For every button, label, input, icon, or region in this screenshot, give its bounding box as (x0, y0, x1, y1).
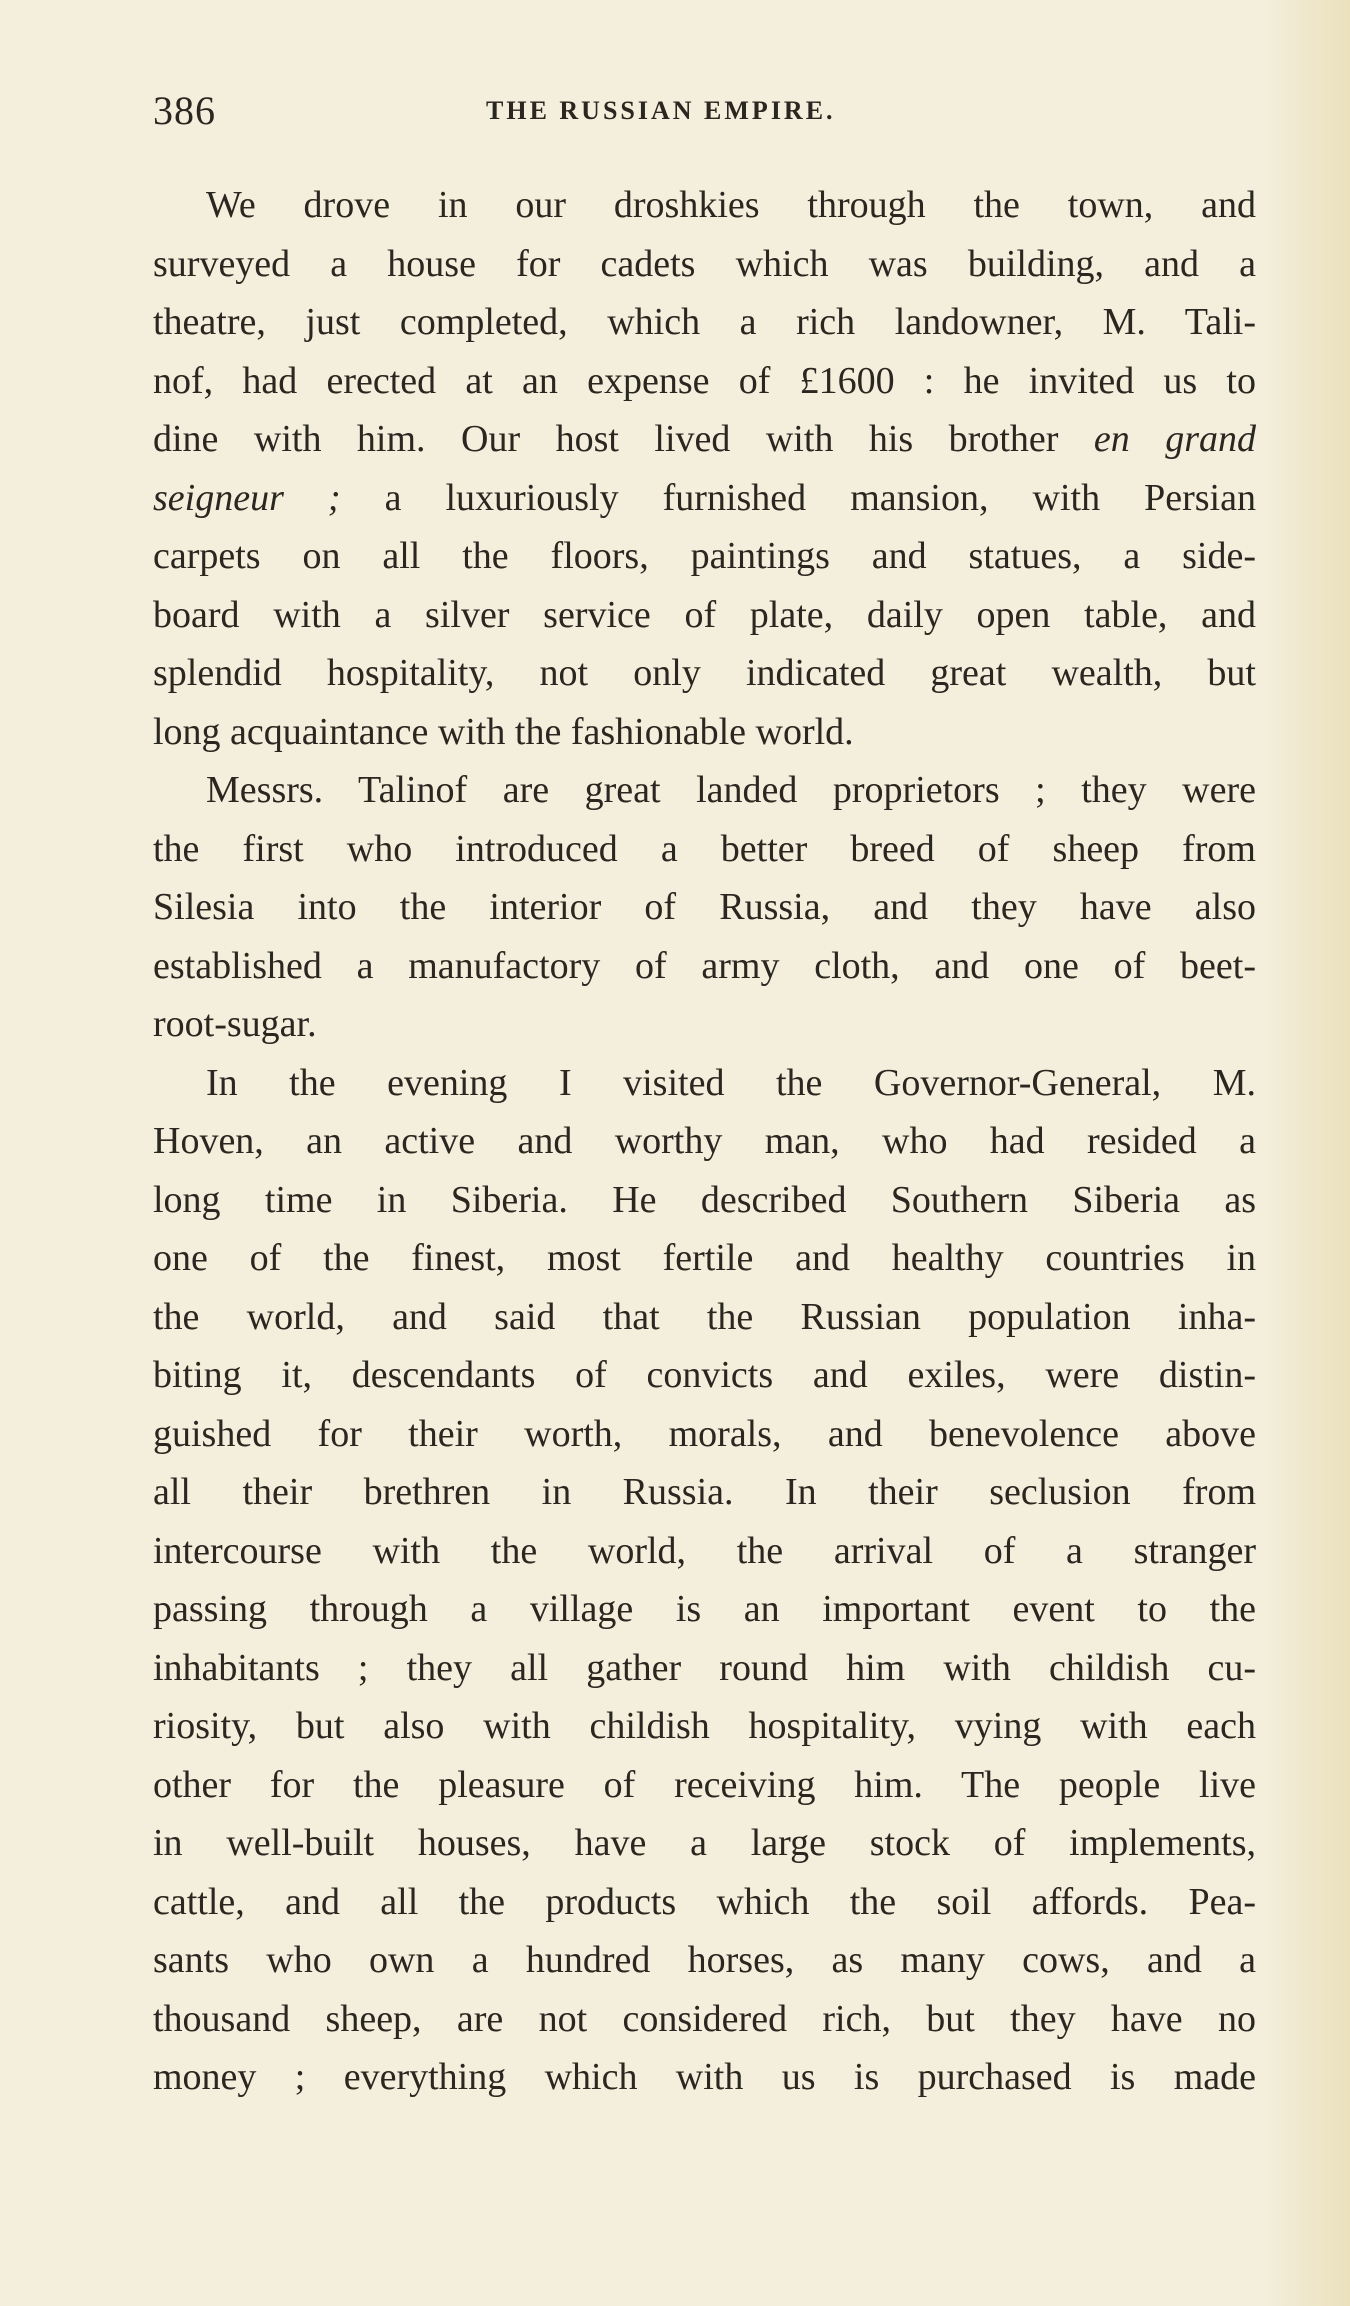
text-line: Silesia into the interior of Russia, and they have also (153, 886, 1256, 928)
body-text (153, 176, 1256, 2107)
text-line: intercourse with the world, the arrival of a stranger (153, 1529, 1256, 1572)
text-line: one of the finest, most fertile and healthy countries in (153, 1237, 1256, 1279)
text-line: other for the pleasure of receiving him. The people live (153, 1763, 1256, 1806)
text-line: guished for their worth, morals, and benevolence above (153, 1412, 1256, 1455)
text-line: carpets on all the floors, paintings and statues, a side- (153, 535, 1256, 577)
text-line: nof, had erected at an expense of £1600 : he invited us to (153, 359, 1256, 402)
text-line: riosity, but also with childish hospitality, vying with each (153, 1705, 1256, 1747)
text-line: established a manufactory of army cloth, and one of beet- (153, 944, 1256, 987)
text-line (153, 410, 1256, 469)
text-line: surveyed a house for cadets which was building, and a (153, 242, 1256, 285)
italic-phrase: en grand (1093, 418, 1256, 460)
text-line: splendid hospitality, not only indicated great wealth, but (153, 652, 1256, 694)
page-edge-shading (1260, 0, 1350, 2306)
text-line: passing through a village is an important event to the (153, 1588, 1256, 1630)
text-line: long time in Siberia. He described Southern Siberia as (153, 1178, 1256, 1221)
text-line: the world, and said that the Russian population inha- (153, 1295, 1256, 1338)
text-line: board with a silver service of plate, daily open table, and (153, 593, 1256, 636)
text-line: We drove in our droshkies through the town, and (206, 184, 1256, 226)
text-line (153, 469, 1256, 528)
text-line: all their brethren in Russia. In their seclusion from (153, 1471, 1256, 1513)
text-line: inhabitants ; they all gather round him with childish cu- (153, 1646, 1256, 1689)
text-line: cattle, and all the products which the soil affords. Pea- (153, 1880, 1256, 1923)
italic-phrase: seigneur ; (153, 476, 341, 519)
text-line: in well-built houses, have a large stock of implements, (153, 1822, 1256, 1864)
text-line: money ; everything which with us is purchased is made (153, 2056, 1256, 2098)
running-head (153, 86, 1253, 136)
text-line: theatre, just completed, which a rich landowner, M. Tali- (153, 301, 1256, 343)
page-number: 386 (153, 88, 216, 133)
text-line: the first who introduced a better breed of sheep from (153, 827, 1256, 870)
text-line: long acquaintance with the fashionable world. (153, 710, 854, 753)
text-line: In the evening I visited the Governor-General, M. (206, 1061, 1256, 1104)
text-line: Messrs. Talinof are great landed proprietors ; they were (206, 769, 1256, 811)
text-line: root-sugar. (153, 1003, 317, 1045)
text-run: a luxuriously furnished mansion, with Persian (340, 476, 1256, 519)
text-line: Hoven, an active and worthy man, who had resided a (153, 1120, 1256, 1162)
text-run: dine with him. Our host lived with his brother (153, 418, 1094, 460)
text-line: thousand sheep, are not considered rich, but they have no (153, 1997, 1256, 2040)
text-line: sants who own a hundred horses, as many cows, and a (153, 1939, 1256, 1981)
text-line: biting it, descendants of convicts and exiles, were distin- (153, 1354, 1256, 1396)
running-title: THE RUSSIAN EMPIRE. (486, 96, 836, 125)
